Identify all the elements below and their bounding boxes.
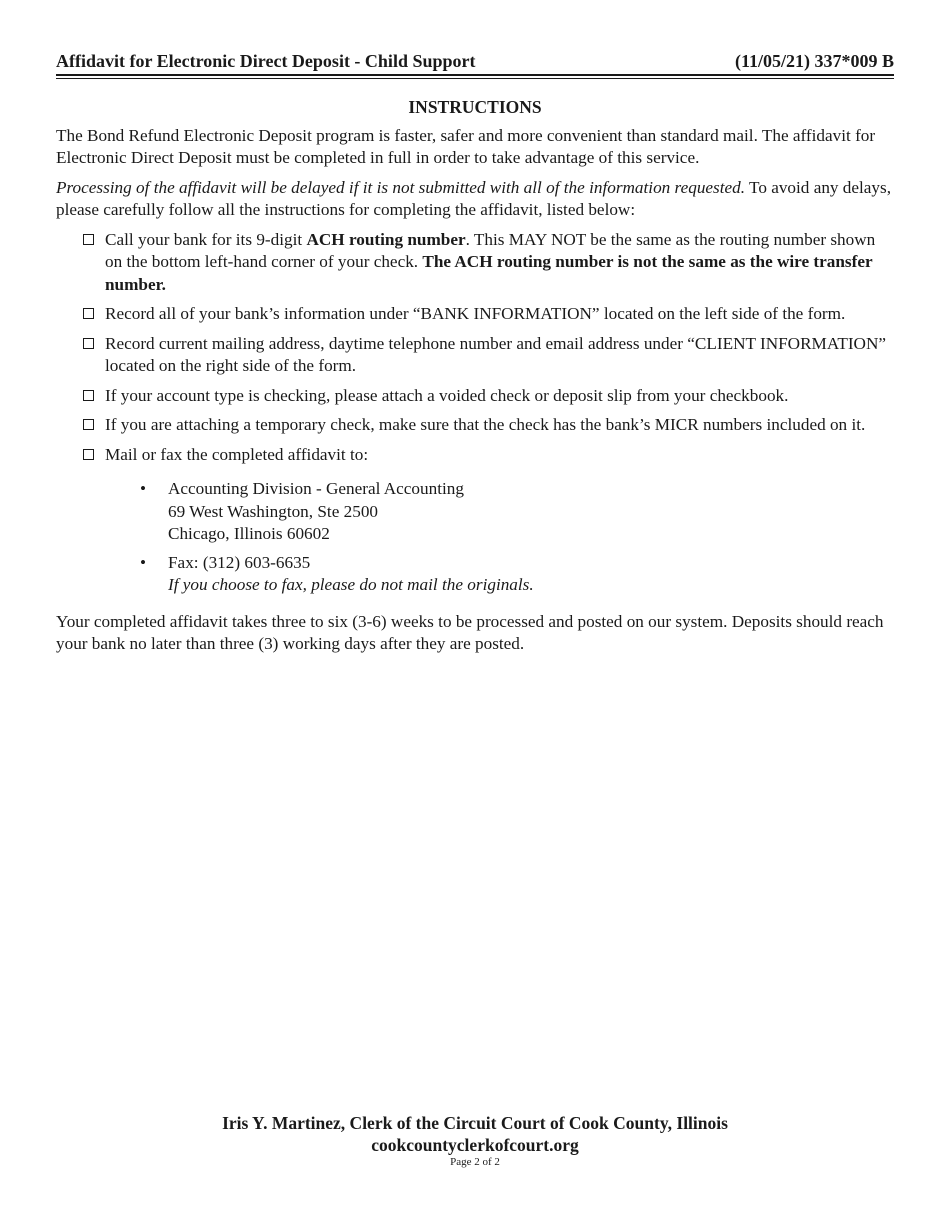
ach-warning: The ACH routing number is not the same as the wire transfer number. — [105, 252, 873, 294]
checklist-item: If your account type is checking, please attach a voided check or deposit slip from your checkbook. — [83, 385, 894, 408]
instructions-section — [56, 96, 894, 663]
checkbox-icon[interactable] — [83, 234, 94, 245]
bullet-icon: • — [140, 552, 147, 572]
bullet-icon: • — [140, 479, 147, 498]
checkbox-icon[interactable] — [83, 419, 94, 430]
website-link[interactable]: cookcountyclerkofcourt.org — [371, 1135, 579, 1155]
page-footer — [56, 1112, 894, 1168]
checkbox-icon[interactable] — [83, 338, 94, 349]
instructions-heading: INSTRUCTIONS — [408, 97, 542, 117]
form-title: Affidavit for Electronic Direct Deposit - Child Support — [56, 51, 476, 71]
checkbox-icon[interactable] — [83, 449, 94, 460]
mailing-options — [56, 478, 894, 597]
document-page — [56, 0, 894, 1230]
warning-rest: To avoid any delays, please carefully follow all the instructions for completing the affidavit, listed below: — [56, 177, 892, 219]
fax-info: • Fax: (312) 603-6635 If you choose to fax, please do not mail the originals. — [140, 552, 894, 597]
checkbox-icon[interactable] — [83, 390, 94, 401]
intro-paragraph: The Bond Refund Electronic Deposit program is faster, safer and more convenient than standard mail. The affidavit for Electronic Direct Deposit must be completed in full in order to take advantage of this service. — [56, 125, 876, 167]
checklist-item: Record current mailing address, daytime telephone number and email address under “CLIENT INFORMATION” located on the right side of the form. — [83, 333, 894, 378]
form-code: (11/05/21) 337*009 B — [734, 51, 894, 71]
instruction-checklist — [56, 229, 894, 467]
ach-routing-label: ACH routing number — [306, 229, 466, 249]
header-rule-thin — [56, 78, 894, 79]
checkbox-icon[interactable] — [83, 308, 94, 319]
clerk-name: Iris Y. Martinez, Clerk of the Circuit Court of Cook County, Illinois — [222, 1113, 728, 1133]
checklist-item: If you are attaching a temporary check, make sure that the check has the bank’s MICR numbers included on it. — [83, 414, 894, 437]
checklist-item: Mail or fax the completed affidavit to: — [83, 444, 894, 467]
fax-note: If you choose to fax, please do not mail the originals. — [168, 575, 534, 594]
header-rule-thick — [56, 74, 894, 76]
page-header — [56, 51, 894, 72]
warning-paragraph — [56, 177, 894, 222]
checklist-item: Record all of your bank’s information under “BANK INFORMATION” located on the left side of the form. — [83, 303, 894, 326]
checklist-item: Call your bank for its 9-digit ACH routing number. This MAY NOT be the same as the routing number shown on the bottom left-hand corner of your check. The ACH routing number is not the same as the wire transfer number. — [83, 229, 894, 297]
mail-address: • Accounting Division - General Accounting 69 West Washington, Ste 2500 Chicago, Illinois 60602 — [140, 479, 464, 543]
page-number: Page 2 of 2 — [450, 1156, 500, 1168]
warning-italic: Processing of the affidavit will be delayed if it is not submitted with all of the information requested. — [56, 177, 746, 197]
closing-paragraph: Your completed affidavit takes three to six (3-6) weeks to be processed and posted on our system. Deposits should reach your bank no later than three (3) working days after they are posted. — [56, 611, 884, 653]
